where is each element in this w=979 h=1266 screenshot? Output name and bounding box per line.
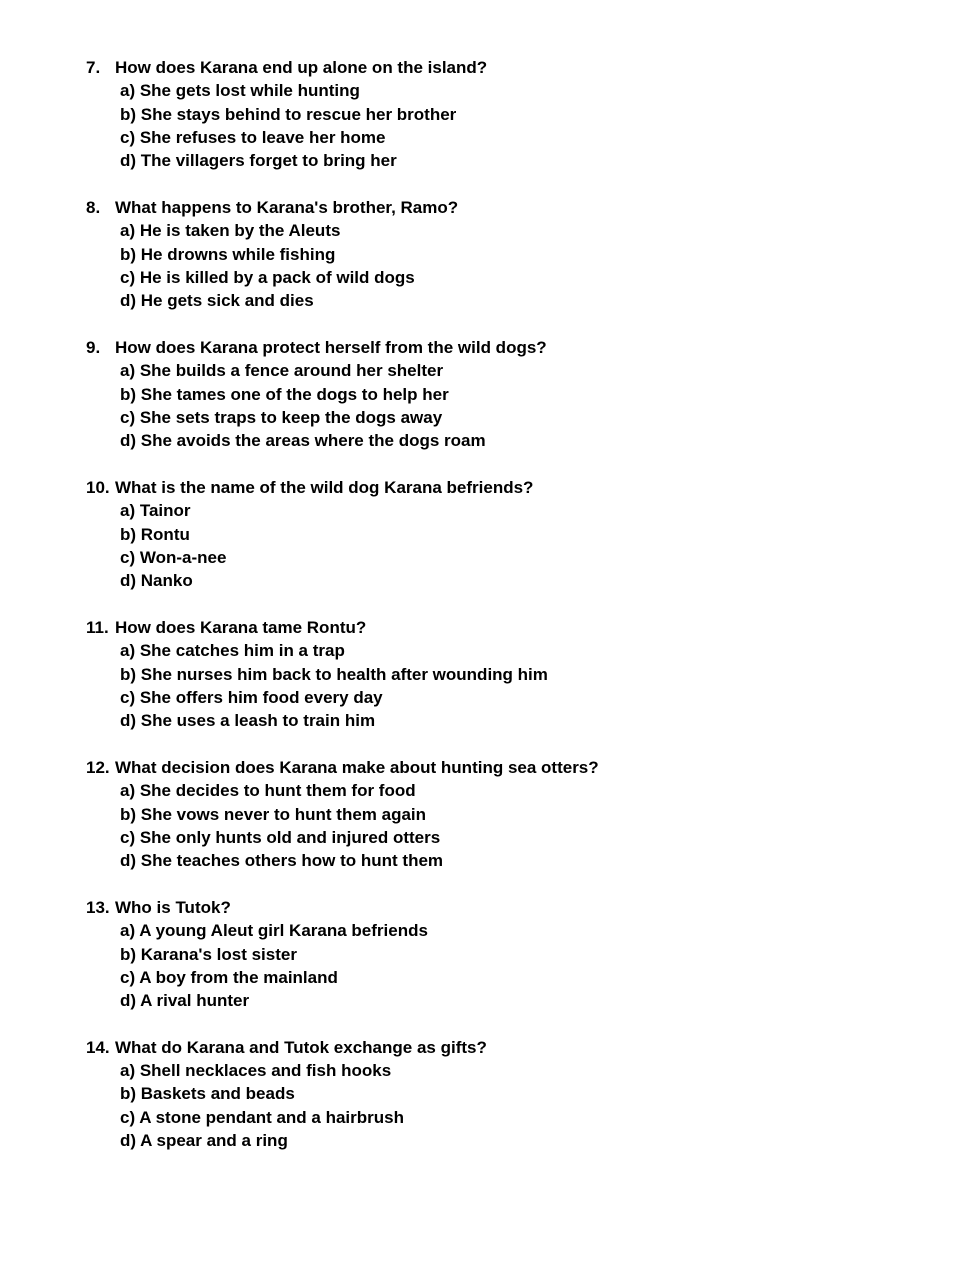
answer-option: d) Nanko [120,571,193,591]
question-block [86,896,946,1012]
answer-option: d) A rival hunter [120,991,250,1011]
answer-option: c) A stone pendant and a hairbrush [120,1107,404,1127]
question-number: 8. [86,197,101,217]
answer-option: c) A boy from the mainland [120,967,338,987]
question-number: 11. [86,617,109,637]
answer-option: c) She only hunts old and injured otters [120,827,441,847]
answer-option: a) Shell necklaces and fish hooks [120,1061,392,1081]
question-block [86,1036,946,1152]
question-text: What is the name of the wild dog Karana befriends? [115,477,534,497]
question-number: 9. [86,337,101,357]
answer-option: c) Won-a-nee [120,547,227,567]
answer-option: a) A young Aleut girl Karana befriends [120,921,428,941]
answer-option: a) She builds a fence around her shelter [120,361,444,381]
answer-option: a) She decides to hunt them for food [120,781,416,801]
answer-option: d) She uses a leash to train him [120,711,376,731]
question-block [86,56,946,172]
question-text: What decision does Karana make about hunting sea otters? [115,757,599,777]
answer-option: b) Karana's lost sister [120,944,297,964]
answer-option: d) A spear and a ring [120,1131,288,1151]
answer-option: b) She stays behind to rescue her brother [120,104,457,124]
question-block [86,756,946,872]
question-text: How does Karana protect herself from the wild dogs? [115,337,547,357]
question-line [86,196,946,219]
question-line [86,56,946,79]
question-block [86,336,946,452]
answer-option: a) Tainor [120,501,191,521]
question-block [86,476,946,592]
question-line [86,616,946,639]
answer-option: a) She catches him in a trap [120,641,345,661]
answer-option: d) The villagers forget to bring her [120,151,397,171]
question-line [86,896,946,919]
answer-option: a) She gets lost while hunting [120,81,360,101]
answer-option: c) She refuses to leave her home [120,127,386,147]
question-number: 14. [86,1037,110,1057]
quiz-document [86,56,946,1176]
question-text: How does Karana end up alone on the island? [115,58,488,77]
answer-option: d) He gets sick and dies [120,291,314,311]
question-text: What happens to Karana's brother, Ramo? [115,197,459,217]
question-text: What do Karana and Tutok exchange as gifts? [115,1037,487,1057]
answer-option: d) She teaches others how to hunt them [120,851,444,871]
answer-option: c) She offers him food every day [120,687,383,707]
answer-option: b) Baskets and beads [120,1084,295,1104]
question-number: 7. [86,58,101,77]
answer-option: a) He is taken by the Aleuts [120,221,341,241]
question-line [86,1036,946,1059]
question-number: 12. [86,757,110,777]
answer-option: b) He drowns while fishing [120,244,336,264]
answer-option: b) She vows never to hunt them again [120,804,427,824]
answer-option: b) She nurses him back to health after wounding him [120,664,548,684]
question-text: How does Karana tame Rontu? [115,617,367,637]
answer-option: d) She avoids the areas where the dogs roam [120,431,486,451]
question-block [86,616,946,732]
question-line [86,336,946,359]
question-number: 13. [86,897,110,917]
question-text: Who is Tutok? [115,897,231,917]
question-block [86,196,946,312]
answer-option: b) She tames one of the dogs to help her [120,384,449,404]
question-number: 10. [86,477,110,497]
answer-option: b) Rontu [120,524,190,544]
question-line [86,756,946,779]
answer-option: c) He is killed by a pack of wild dogs [120,267,415,287]
question-line [86,476,946,499]
answer-option: c) She sets traps to keep the dogs away [120,407,443,427]
